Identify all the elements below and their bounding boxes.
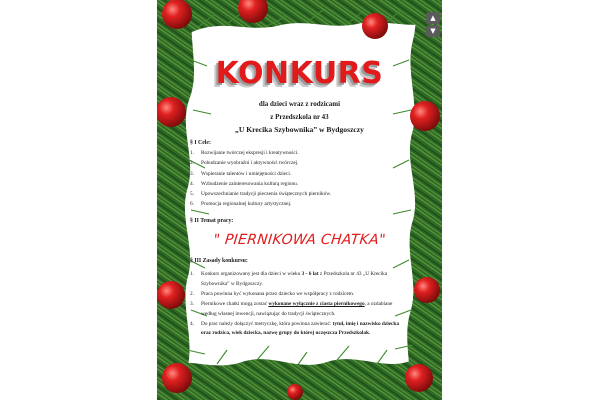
rule-text: z Przedszkola nr 43 „U Krecika Szybownika” w Bydgoszczy. [201,271,388,287]
list-number: 4. [190,180,194,187]
subtitle-line: dla dzieci wraz z rodzicami [258,100,341,108]
list-item-text: Upowszechnianie tradycji pieczenia świątecznych pierników. [201,191,332,198]
list-number: 2. [190,290,194,297]
list-item [190,300,400,319]
rule-text: Praca powinna być wykonana przez dziecko we współpracy z rodzicem. [201,290,355,297]
rule-text: Do prac należy dołączyć metryczkę, która powinna zawierać: [201,320,333,327]
scroll-down-button[interactable] [426,25,440,37]
topic-title: " PIERNIKOWA CHATKA" [212,232,387,248]
subtitle-line: z Przedszkola nr 43 [270,113,329,121]
rule-text-underlined: wykonane wyłącznie z ciasta piernikowego [268,300,365,307]
list-item [190,180,331,190]
list-number: 3. [190,170,194,177]
list-item [190,190,331,200]
list-number: 1. [190,271,194,277]
list-item-text: Rozwijanie twórczej ekspresji i kreatywności. [201,150,299,156]
list-item-text: Wzbudzenie zainteresowania kulturą regionu. [201,180,299,187]
goals-list [190,149,331,211]
rule-text: Piernikowe chatki mogą zostać [201,300,269,307]
section-heading-rules: § III Zasady konkursu: [190,258,248,264]
page-title: KONKURS [215,56,384,91]
list-item [190,200,331,210]
rule-text: Konkurs organizowany jest dla dzieci w wieku [201,271,302,277]
scroll-up-button[interactable] [426,12,440,24]
chevron-down-icon: ▼ [430,27,436,35]
list-number: 4. [190,320,194,327]
rules-list [190,270,400,340]
document-content [157,0,442,400]
list-item-text: Promocja regionalnej kultury artystycznej. [201,201,292,208]
list-item [190,149,331,159]
section-heading-goals: § I Cele: [190,140,211,146]
list-number: 5. [190,191,194,198]
list-item [190,159,331,169]
rule-text: , a ozdabiane według własnej inwencji, nawiązując do tradycji świątecznych. [201,300,393,317]
rule-text-bold: 3 - 6 lat [301,271,319,277]
list-item-text: Wspieranie talentów i umiejętności dzieci. [201,170,292,177]
list-item-text: Pobudzanie wyobraźni i aktywności twórczej. [201,160,299,167]
list-item [190,290,400,300]
chevron-up-icon: ▲ [430,14,436,22]
list-number: 6. [190,201,194,208]
section-heading-topic: § II Temat pracy: [190,218,234,224]
list-number: 2. [190,160,194,167]
list-item [190,170,331,180]
list-number: 3. [190,300,194,307]
subtitle-line: „U Krecika Szybownika” w Bydgoszczy [235,125,364,134]
document-page [157,0,442,400]
list-item [190,320,400,339]
rule-text-bold: tytuł, imię i nazwisko dziecka oraz rodzica, wiek dziecka, nazwę grupy do której uczęszcza Przedszkolak. [201,320,399,337]
list-item [190,270,400,289]
list-number: 1. [190,150,194,156]
